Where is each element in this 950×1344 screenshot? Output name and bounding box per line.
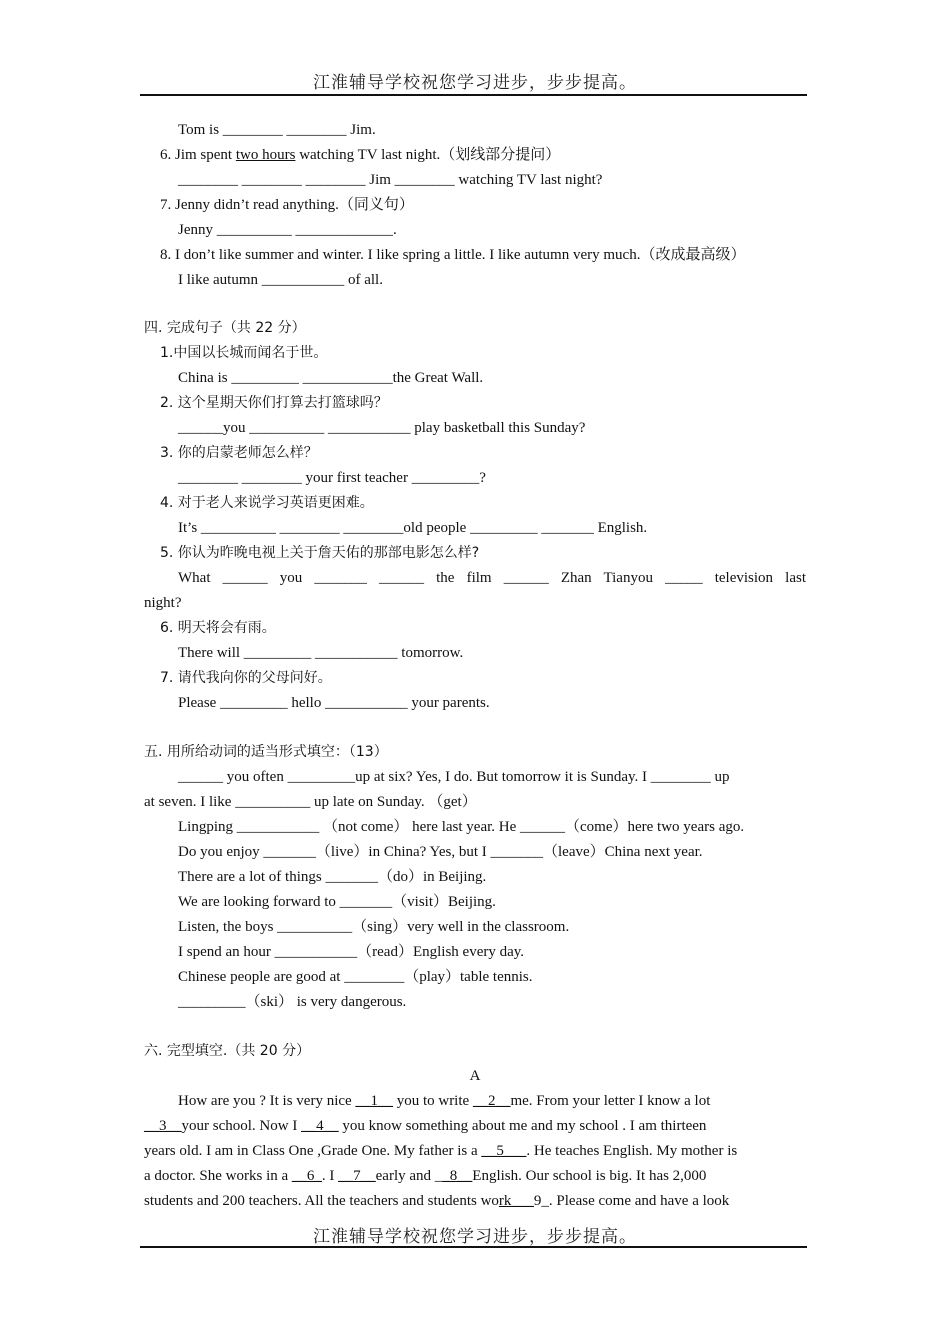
passage-text: early and _: [375, 1168, 443, 1184]
passage-text: your school. Now I: [181, 1118, 302, 1134]
passage-text: 9_. Please come and have a look: [533, 1193, 730, 1209]
passage-text: How are you ? It is very nice: [178, 1093, 356, 1109]
blank-3: __3__: [144, 1118, 182, 1134]
s4-question-7: 7. 请代我向你的父母问好。: [160, 670, 332, 686]
s5-line-3: Lingping ___________ （not come） here last year. He ______（come）here two years ago.: [178, 819, 745, 835]
s4-question-4: 4. 对于老人来说学习英语更困难。: [160, 495, 374, 511]
s4-question-5: 5. 你认为昨晚电视上关于詹天佑的那部电影怎么样?: [160, 545, 480, 561]
s4-q7-answer: Please _________ hello ___________ your parents.: [178, 695, 490, 711]
page-header: 江淮辅导学校祝您学习进步，步步提高。: [313, 73, 637, 93]
footer-rule: [140, 1246, 807, 1248]
passage-text: a doctor. She works in a: [144, 1168, 292, 1184]
s3-q7-answer: Jenny __________ _____________.: [178, 222, 397, 238]
s5-line-4: Do you enjoy _______（live）in China? Yes, but I _______（leave）China next year.: [178, 844, 703, 860]
s3-q6-underlined: two hours: [235, 147, 296, 163]
s5-line-10: _________（ski） is very dangerous.: [178, 994, 407, 1010]
s3-question-8: 8. I don’t like summer and winter. I like spring a little. I like autumn very much.（改成最高级）: [160, 247, 746, 263]
spacer: [144, 1015, 806, 1039]
s4-question-2: 2. 这个星期天你们打算去打篮球吗？: [160, 395, 388, 411]
s3-question-7: 7. Jenny didn’t read anything.（同义句）: [160, 197, 414, 213]
s3-q6-rest: watching TV last night.（划线部分提问）: [295, 147, 561, 163]
passage-line-3: [144, 1139, 806, 1164]
passage-line-5: [144, 1189, 806, 1214]
s3-question-6: [144, 143, 806, 168]
blank-4: __4__: [301, 1118, 339, 1134]
s5-line-8: I spend an hour ___________（read）English every day.: [178, 944, 525, 960]
s5-line-6: We are looking forward to _______（visit）Beijing.: [178, 894, 496, 910]
blank-1: __1__: [355, 1093, 393, 1109]
s4-q3-answer: ________ ________ your first teacher _________?: [178, 470, 486, 486]
s4-question-3: 3. 你的启蒙老师怎么样？: [160, 445, 318, 461]
s5-line-1: ______ you often _________up at six? Yes, I do. But tomorrow it is Sunday. I ________ up: [178, 769, 730, 785]
s4-q4-answer: It’s __________ ________ ________old people _________ _______ English.: [178, 520, 648, 536]
s3-line-tom: Tom is ________ ________ Jim.: [178, 122, 376, 138]
s5-line-2: at seven. I like __________ up late on Sunday. （get）: [144, 794, 477, 810]
worksheet-content: [144, 118, 806, 1214]
section-6-title: 六. 完型填空.（共 20 分）: [144, 1043, 311, 1059]
spacer: [144, 293, 806, 316]
passage-line-4: [144, 1164, 806, 1189]
header-rule: [140, 94, 807, 96]
s5-line-7: Listen, the boys __________（sing）very well in the classroom.: [178, 919, 570, 935]
passage-text: students and 200 teachers. All the teachers and students wo: [144, 1193, 499, 1209]
passage-text: you to write: [392, 1093, 473, 1109]
passage-label: A: [469, 1068, 481, 1084]
passage-text: years old. I am in Class One ,Grade One. My father is a: [144, 1143, 482, 1159]
passage-text: . I: [321, 1168, 339, 1184]
passage-line-2: [144, 1114, 806, 1139]
passage-text: you know something about me and my school . I am thirteen: [338, 1118, 707, 1134]
blank-6: __6_: [291, 1168, 322, 1184]
s4-q2-answer: ______you __________ ___________ play basketball this Sunday?: [178, 420, 586, 436]
blank-5: __5___: [481, 1143, 527, 1159]
s4-question-1: 1.中国以长城而闻名于世。: [160, 345, 328, 361]
passage-text: . He teaches English. My mother is: [526, 1143, 738, 1159]
s5-line-5: There are a lot of things _______（do）in Beijing.: [178, 869, 487, 885]
blank-9: rk___: [498, 1193, 534, 1209]
s4-q5-answer-cont: night?: [144, 595, 182, 611]
section-4-title: 四. 完成句子（共 22 分）: [144, 320, 306, 336]
page-footer: 江淮辅导学校祝您学习进步，步步提高。: [313, 1227, 637, 1247]
spacer: [144, 716, 806, 740]
passage-text: English. Our school is big. It has 2,000: [472, 1168, 707, 1184]
s4-q5-answer: What ______ you _______ ______ the film ______ Zhan Tianyou _____ television last: [178, 570, 806, 586]
s4-q6-answer: There will _________ ___________ tomorrow.: [178, 645, 464, 661]
s3-q6-answer: ________ ________ ________ Jim ________ watching TV last night?: [178, 172, 603, 188]
blank-2: __2__: [472, 1093, 511, 1109]
s4-question-6: 6. 明天将会有雨。: [160, 620, 276, 636]
passage-line-1: [144, 1089, 806, 1114]
s4-q1-answer: China is _________ ____________the Great Wall.: [178, 370, 484, 386]
s5-line-9: Chinese people are good at ________（play）table tennis.: [178, 969, 533, 985]
blank-7: __7__: [338, 1168, 376, 1184]
s3-q8-answer: I like autumn ___________ of all.: [178, 272, 383, 288]
s3-q6-number: 6. Jim spent: [160, 147, 236, 163]
section-5-title: 五. 用所给动词的适当形式填空：（13）: [144, 744, 388, 760]
passage-text: me. From your letter I know a lot: [510, 1093, 711, 1109]
blank-8: _8__: [442, 1168, 473, 1184]
